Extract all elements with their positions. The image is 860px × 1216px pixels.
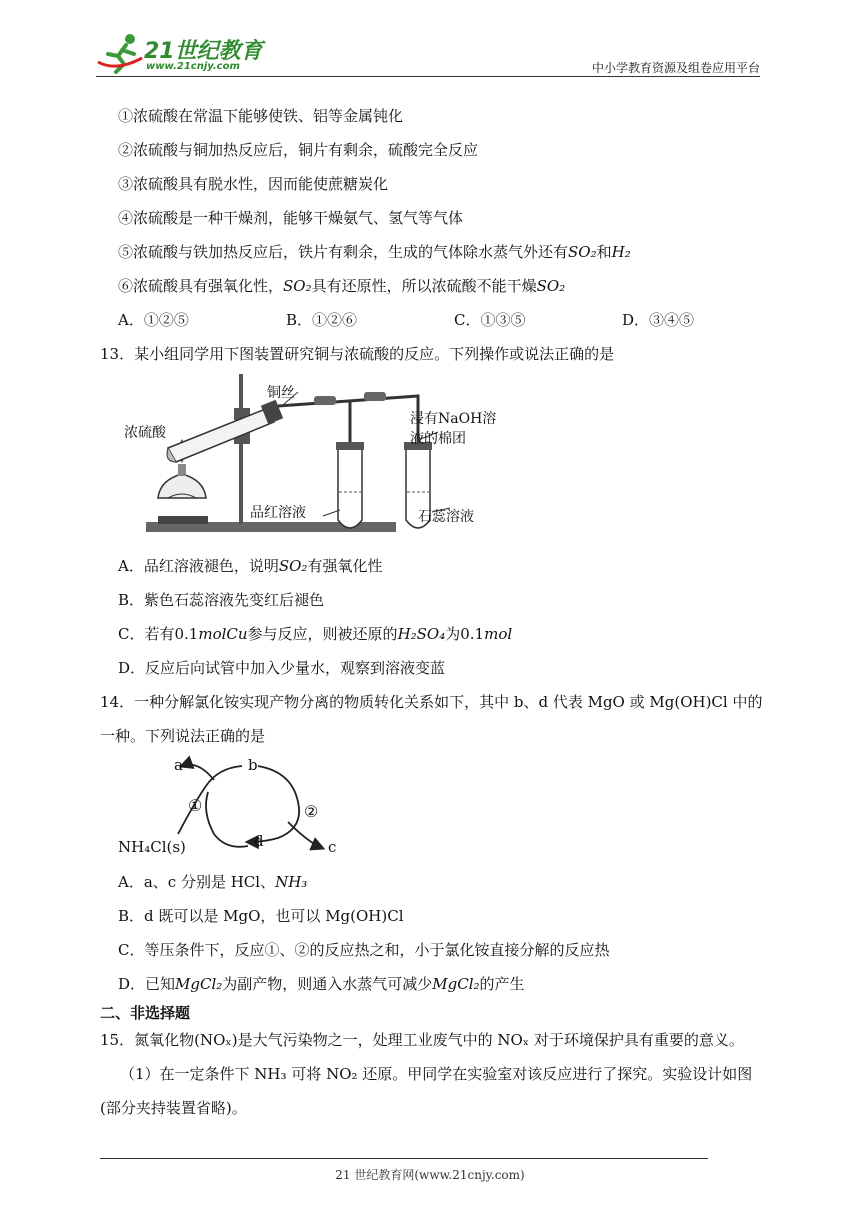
label-naoh-1: 浸有NaOH溶	[410, 411, 497, 427]
h2-formula: H₂	[611, 243, 631, 261]
q14-option-d[interactable]: D．已知MgCl₂为副产物，则通入水蒸气可减少MgCl₂的产生	[118, 975, 525, 993]
fig-label-nh4cl: NH₄Cl(s)	[118, 838, 186, 856]
label-naoh-2: 液的棉团	[410, 431, 466, 447]
q13-stem: 13．某小组同学用下图装置研究铜与浓硫酸的反应。下列操作或说法正确的是	[100, 345, 615, 363]
q15-part1-line1: （1）在一定条件下 NH₃ 可将 NO₂ 还原。甲同学在实验室对该反应进行了探究。实验设计如图	[120, 1065, 753, 1083]
q12-option-b[interactable]: B．①②⑥	[286, 311, 358, 329]
q14-option-a[interactable]: A．a、c 分别是 HCl、NH₃	[118, 873, 308, 891]
q14-option-b[interactable]: B．d 既可以是 MgO，也可以 Mg(OH)Cl	[118, 907, 404, 925]
q12-option-c[interactable]: C．①③⑤	[454, 311, 526, 329]
label-magenta: 品红溶液	[250, 505, 306, 521]
so2-formula: SO₂	[536, 277, 566, 295]
q12-statement-4: ④浓硫酸是一种干燥剂，能够干燥氨气、氢气等气体	[118, 209, 464, 227]
q12-statement-3: ③浓硫酸具有脱水性，因而能使蔗糖炭化	[118, 175, 389, 193]
q14-stem-1: 14．一种分解氯化铵实现产物分离的物质转化关系如下，其中 b、d 代表 MgO 或 Mg(OH)Cl 中的	[100, 693, 763, 711]
so2-formula: SO₂	[283, 277, 312, 295]
q12-statement-1: ①浓硫酸在常温下能够使铁、铝等金属钝化	[118, 107, 404, 125]
q13-option-b[interactable]: B．紫色石蕊溶液先变红后褪色	[118, 591, 325, 609]
so2-formula: SO₂	[568, 243, 597, 261]
fig-label-b: b	[248, 756, 258, 774]
q12-option-d[interactable]: D．③④⑤	[622, 311, 695, 329]
q13-option-a[interactable]: A．品红溶液褪色，说明SO₂有强氧化性	[118, 557, 383, 575]
q12-option-a[interactable]: A．①②⑤	[118, 311, 189, 329]
q14-stem-2: 一种。下列说法正确的是	[100, 727, 266, 745]
q13-option-d[interactable]: D．反应后向试管中加入少量水，观察到溶液变蓝	[118, 659, 446, 677]
q15-part1-line2: (部分夹持装置省略)。	[100, 1099, 247, 1117]
label-conc-acid: 浓硫酸	[124, 425, 166, 441]
fig-label-c: c	[328, 838, 337, 856]
q12-statement-5: ⑤浓硫酸与铁加热反应后，铁片有剩余，生成的气体除水蒸气外还有SO₂和H₂	[118, 243, 631, 261]
section-heading: 二、非选择题	[100, 1004, 191, 1022]
footer-text: 21 世纪教育网(www.21cnjy.com)	[335, 1168, 525, 1182]
q12-statement-6: ⑥浓硫酸具有强氧化性，SO₂具有还原性，所以浓硫酸不能干燥SO₂	[118, 277, 566, 295]
q13-option-c[interactable]: C．若有0.1molCu参与反应，则被还原的H₂SO₄为0.1mol	[118, 625, 513, 643]
label-copper-wire: 铜丝	[267, 385, 295, 401]
q15-stem: 15．氮氧化物(NOₓ)是大气污染物之一，处理工业废气中的 NOₓ 对于环境保护具有重要的意义。	[100, 1031, 744, 1049]
logo-text: 21世纪教育	[144, 39, 263, 64]
header-logo	[96, 32, 266, 76]
fig-label-d: d	[254, 832, 264, 850]
logo-url: www.21cnjy.com	[146, 61, 240, 72]
label-litmus: 石蕊溶液	[418, 509, 474, 525]
q14-option-c[interactable]: C．等压条件下，反应①、②的反应热之和，小于氯化铵直接分解的反应热	[118, 941, 610, 959]
fig-label-reaction-2: ②	[304, 802, 319, 821]
q12-statement-2: ②浓硫酸与铜加热反应后，铜片有剩余，硫酸完全反应	[118, 141, 479, 159]
fig-label-reaction-1: ①	[188, 796, 203, 815]
header-right-text: 中小学教育资源及组卷应用平台	[591, 61, 760, 75]
runner-logo-icon	[96, 32, 146, 74]
footer-rule	[100, 1158, 708, 1159]
fig-label-a: a	[174, 756, 183, 774]
header-rule	[96, 76, 760, 77]
